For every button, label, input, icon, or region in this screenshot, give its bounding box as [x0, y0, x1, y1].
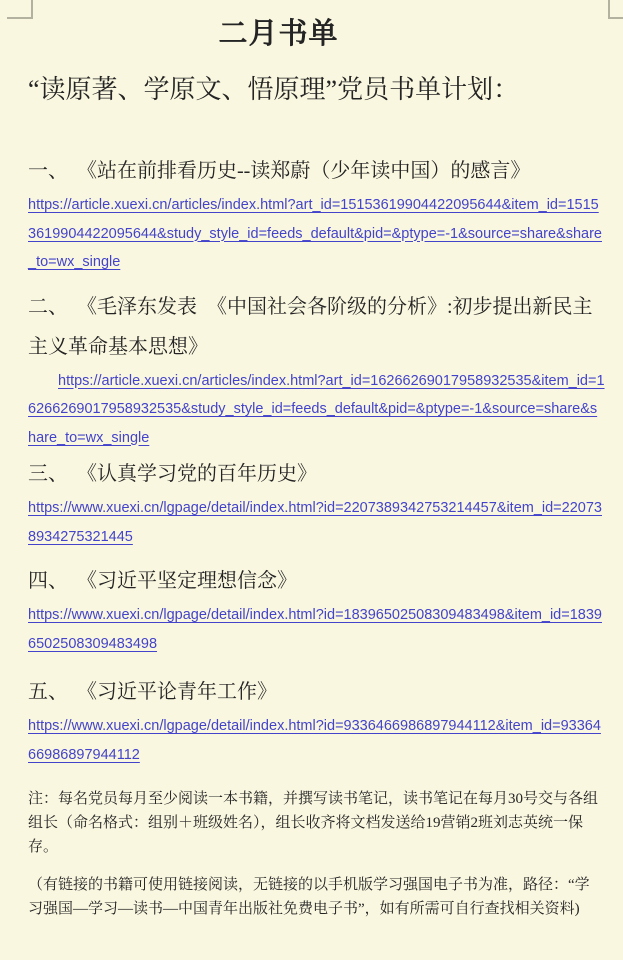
book-item-1-heading — [28, 151, 605, 191]
book-item-3 — [28, 454, 605, 551]
page-corner-mark-top-right — [608, 0, 623, 19]
book-item-3-link[interactable]: https://www.xuexi.cn/lgpage/detail/index.html?id=2207389342753214457&item_id=220738934275321445 — [28, 500, 602, 545]
book-item-2 — [28, 287, 605, 453]
note-reading-path: （有链接的书籍可使用链接阅读，无链接的以手机版学习强国电子书为准，路径：“学习强国—学习—读书—中国青年出版社免费电子书”，如有所需可自行查找相关资料) — [28, 877, 590, 917]
book-item-4-number: 四、 — [28, 570, 68, 592]
book-item-4-link[interactable]: https://www.xuexi.cn/lgpage/detail/index.html?id=18396502508309483498&item_id=18396502508309483498 — [28, 607, 602, 652]
page-corner-mark-top-left — [7, 0, 33, 19]
book-item-5-number: 五、 — [28, 681, 68, 703]
book-item-2-heading — [28, 287, 605, 367]
book-item-2-title: 《毛泽东发表 《中国社会各阶级的分析》:初步提出新民主主义革命基本思想》 — [28, 295, 593, 358]
book-item-1 — [28, 151, 605, 277]
book-item-4-heading — [28, 561, 605, 601]
book-item-5-heading — [28, 672, 605, 712]
note-submission-rules: 注：每名党员每月至少阅读一本书籍，并撰写读书笔记，读书笔记在每月30号交与各组组长（命名格式：组别＋班级姓名），组长收齐将文档发送给19营销2班刘志英统一保存。 — [28, 791, 599, 855]
book-item-1-link[interactable]: https://article.xuexi.cn/articles/index.html?art_id=15153619904422095644&item_id=15153619904422095644&study_style_id=feeds_default&pid=&ptype=-1&source=share&share_to=wx_single — [28, 197, 602, 270]
book-item-3-heading — [28, 454, 605, 494]
book-item-4 — [28, 561, 605, 658]
book-item-1-title: 《站在前排看历史--读郑蔚（少年读中国）的感言》 — [87, 160, 531, 182]
book-item-5 — [28, 672, 605, 769]
book-item-3-number: 三、 — [28, 463, 68, 485]
book-item-3-title: 《认真学习党的百年历史》 — [87, 463, 317, 485]
book-item-2-number: 二、 — [28, 295, 68, 318]
book-item-1-number: 一、 — [28, 160, 68, 182]
document-subtitle: “读原著、学原文、悟原理”党员书单计划： — [28, 75, 520, 104]
book-item-4-title: 《习近平坚定理想信念》 — [87, 570, 297, 592]
book-item-5-link[interactable]: https://www.xuexi.cn/lgpage/detail/index.html?id=9336466986897944112&item_id=9336466986897944112 — [28, 718, 601, 763]
book-item-5-title: 《习近平论青年工作》 — [87, 681, 277, 703]
document-title: 二月书单 — [218, 18, 339, 50]
book-item-2-link[interactable]: https://article.xuexi.cn/articles/index.html?art_id=16266269017958932535&item_id=16266269017958932535&study_style_id=feeds_default&pid=&ptype=-1&source=share&share_to=wx_single — [28, 372, 605, 446]
